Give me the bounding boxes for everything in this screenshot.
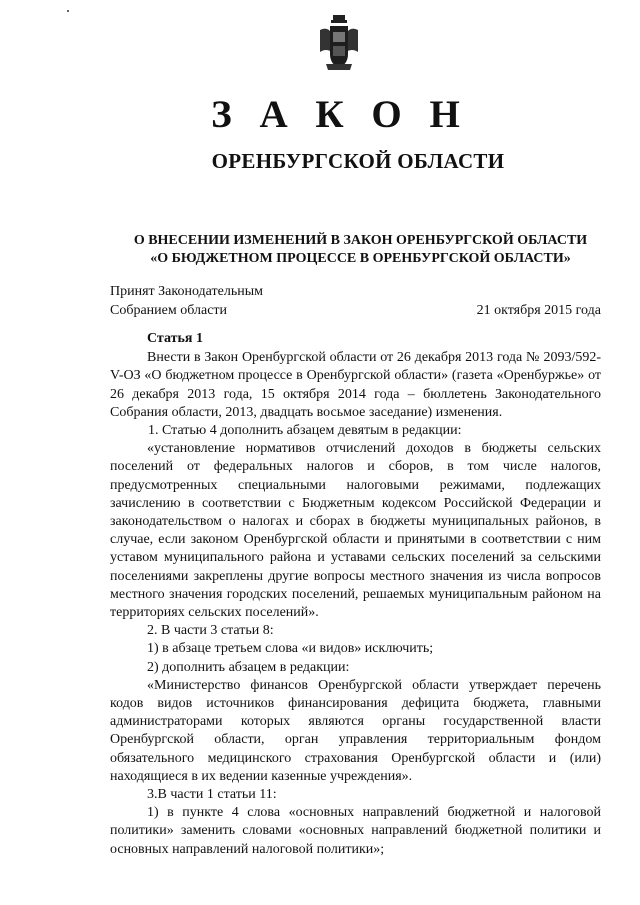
paragraph: 3.В части 1 статьи 11: — [147, 787, 277, 803]
law-heading — [108, 232, 613, 268]
law-body — [110, 330, 601, 859]
adoption-note — [110, 282, 263, 320]
paragraph: 1. Статью 4 дополнить абзацем девятым в редакции: — [148, 423, 462, 439]
scan-speck — [67, 10, 69, 12]
adoption-line: Собранием области — [110, 303, 228, 318]
heading-line: О ВНЕСЕНИИ ИЗМЕНЕНИЙ В ЗАКОН ОРЕНБУРГСКОЙ ОБЛАСТИ — [133, 233, 588, 248]
paragraph: Внести в Закон Оренбургской области от 26 декабря 2013 года № 2093/592-V-ОЗ «О бюджетном процессе в Оренбургской области» (газета «Оренбуржье» от 26 декабря 2013 года, 15 октября 2014 года – бюллетень Законодательного Собрания области, 2013, двадцать восьмое заседание) изменения. — [110, 350, 601, 420]
article-title: Статья 1 — [147, 331, 203, 346]
adoption-line: Принят Законодательным — [110, 284, 263, 299]
paragraph: 2) дополнить абзацем в редакции: — [147, 659, 350, 675]
law-title: З А К О Н — [211, 93, 469, 136]
paragraph: 1) в абзаце третьем слова «и видов» исключить; — [147, 641, 434, 657]
paragraph: 1) в пункте 4 слова «основных направлений бюджетной и налоговой политики» заменить словами «основных направлений бюджетной политики и основных направлений налоговой политики»; — [110, 805, 601, 857]
paragraph: «Министерство финансов Оренбургской области утверждает перечень кодов видов источников финансирования дефицита бюджета, главными администраторами которых являются органы государственной власти Оренбургской области, орган управления территориальным фондом обязательного медицинского страхования Оренбургской области и (или) находящиеся в их ведении казенные учреждения». — [110, 677, 601, 784]
heading-line: «О БЮДЖЕТНОМ ПРОЦЕССЕ В ОРЕНБУРГСКОЙ ОБЛАСТИ» — [150, 251, 571, 266]
region-subtitle: ОРЕНБУРГСКОЙ ОБЛАСТИ — [211, 149, 505, 173]
coat-of-arms-emblem — [316, 14, 362, 74]
paragraph: 2. В части 3 статьи 8: — [147, 623, 274, 639]
adoption-date: 21 октября 2015 года — [476, 303, 601, 318]
paragraph: «установление нормативов отчислений доходов в бюджеты сельских поселений от федеральных налогов и сборов, в том числе налогов, предусмотренных специальными налоговыми режимами, подлежащих зачислению в соответствии с Бюджетным кодексом Российской Федерации и законодательством о налогах и сборах в бюджеты муниципальных районов, в случае, если законом Оренбургской области и принятыми в соответствии с ним уставом муниципального района и уставами сельских поселений за сельскими поселениями закреплены другие вопросы местного значения из числа вопросов местного значения городских поселений, решаемых муниципальным районом на территориях сельских поселений». — [110, 441, 601, 621]
